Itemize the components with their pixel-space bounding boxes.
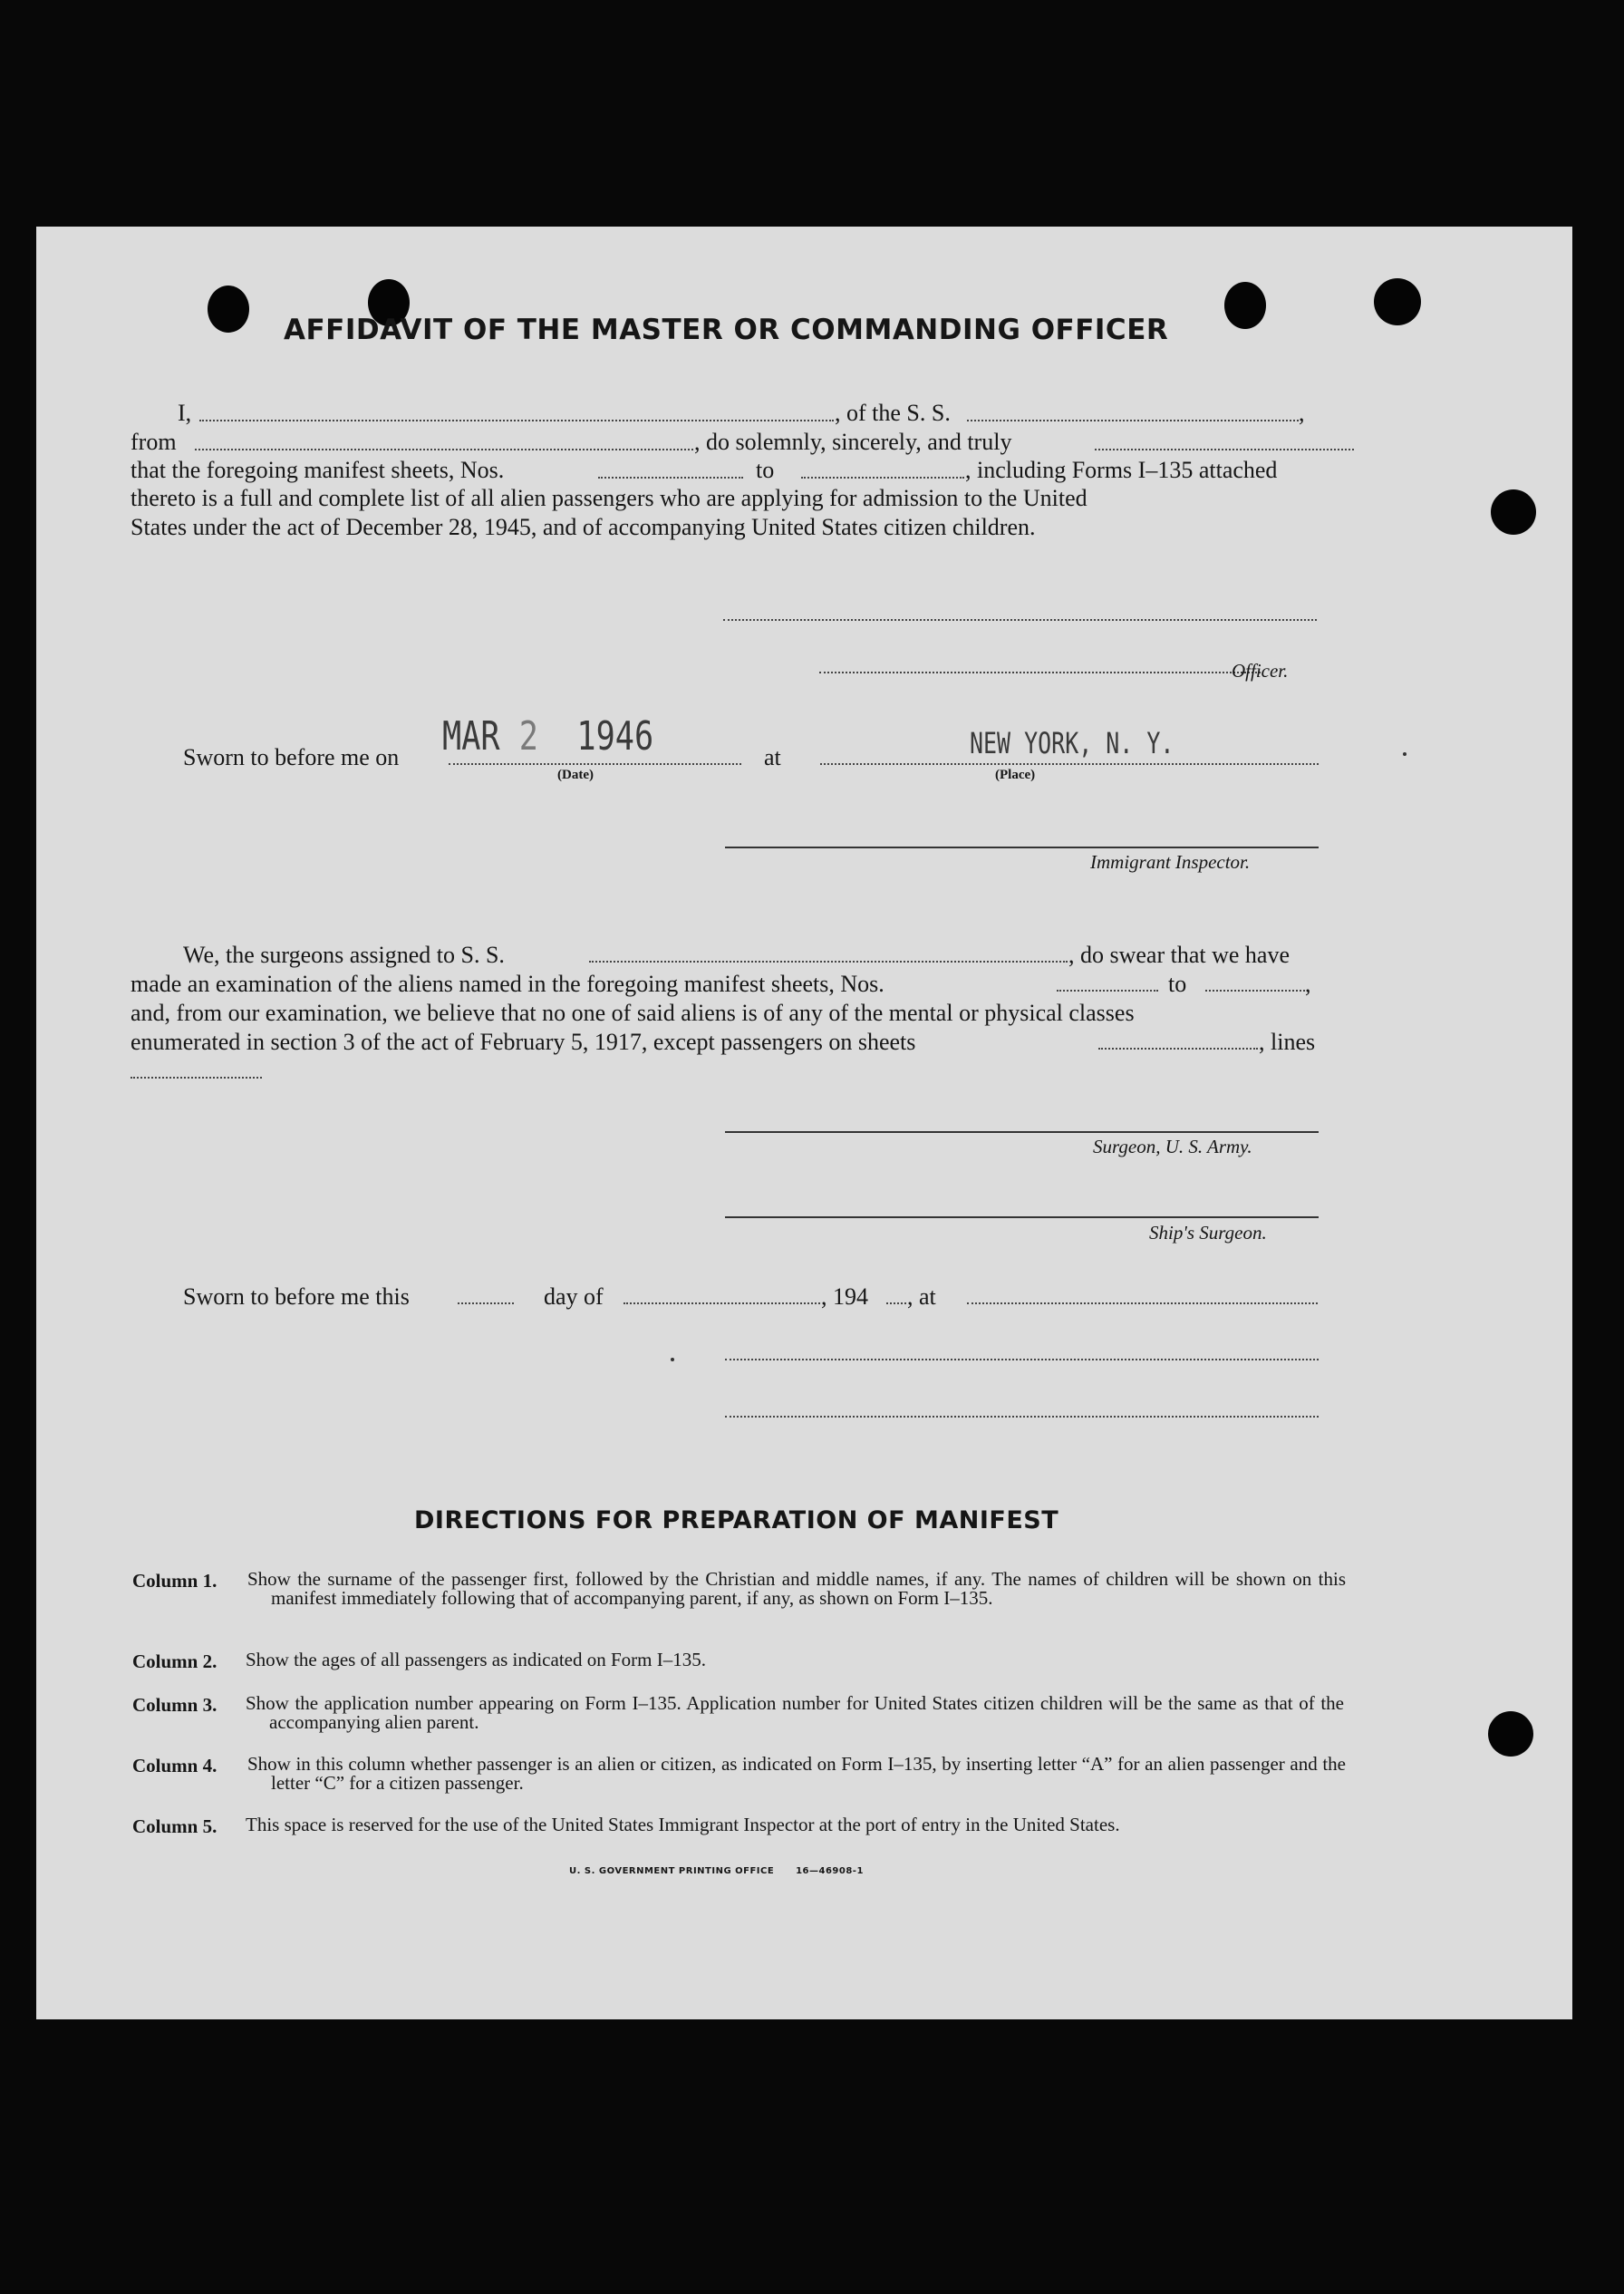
column-2-text: Show the ages of all passengers as indicated on Form I–135. xyxy=(246,1649,706,1670)
surgeons-we: We, the surgeons assigned to S. S. xyxy=(183,942,505,968)
date-blank xyxy=(449,763,741,765)
surgeon-ship-blank xyxy=(589,961,1068,963)
ship-blank xyxy=(967,420,1299,421)
date-stamp-day: 2 xyxy=(518,713,538,760)
speck xyxy=(1403,752,1406,756)
date-stamp xyxy=(442,713,653,760)
sworn2-day-of: day of xyxy=(544,1283,604,1310)
sheet-to-blank xyxy=(801,477,964,479)
column-2-label: Column 2. xyxy=(132,1650,218,1672)
month-blank xyxy=(624,1302,820,1304)
from-blank xyxy=(195,449,693,450)
day-blank xyxy=(458,1302,514,1304)
affidavit-comma: , xyxy=(1299,400,1305,426)
date-stamp-month: MAR xyxy=(442,713,500,760)
inspector-signature-line xyxy=(725,847,1319,848)
sheet-from-blank xyxy=(598,477,743,479)
column-4-label: Column 4. xyxy=(132,1755,218,1776)
swear-blank xyxy=(1095,449,1354,450)
date-stamp-year: 1946 xyxy=(576,713,654,760)
form-sheet xyxy=(36,227,1572,2019)
sworn-at: at xyxy=(764,744,781,770)
column-5-text: This space is reserved for the use of the United States Immigrant Inspector at the port of entry in the United States. xyxy=(246,1814,1120,1835)
surgeons-comma: , xyxy=(1305,971,1311,997)
affidavit-from: from xyxy=(130,429,177,455)
surgeon-sheet-to-blank xyxy=(1205,990,1305,992)
surgeons-line3: and, from our examination, we believe that no one of said aliens is of any of the mental or physical classes xyxy=(130,1000,1135,1026)
affidavit-line4: thereto is a full and complete list of all alien passengers who are applying for admission to the United xyxy=(130,485,1088,511)
officer-signature-line-2 xyxy=(819,672,1261,673)
column-1-text: Show the surname of the passenger first, followed by the Christian and middle names, if any. The names of children will be shown on this manifest immediately following that of accompanying parent, if any, as shown on Form I–135. xyxy=(247,1568,1346,1609)
sworn2-signature-line-1 xyxy=(725,1359,1319,1360)
sworn2-text: Sworn to before me this xyxy=(183,1283,410,1310)
surgeons-lines: , lines xyxy=(1259,1029,1316,1055)
date-caption: (Date) xyxy=(557,768,594,782)
column-1-label: Column 1. xyxy=(132,1570,218,1592)
punch-hole xyxy=(1224,282,1266,329)
officer-signature-line-1 xyxy=(723,619,1317,621)
affidavit-line5: States under the act of December 28, 1945, and of accompanying United States citizen children. xyxy=(130,514,1036,540)
column-3-text: Show the application number appearing on Form I–135. Application number for United States citizen children will be the same as that of the accompanying alien parent. xyxy=(246,1692,1344,1733)
surgeons-swear: , do swear that we have xyxy=(1068,942,1290,968)
affidavit-to: to xyxy=(756,457,775,483)
sworn2-year: , 194 xyxy=(821,1283,868,1310)
inspector-label: Immigrant Inspector. xyxy=(1090,851,1251,873)
place-stamp: NEW YORK, N. Y. xyxy=(970,726,1174,760)
ship-surgeon-label: Ship's Surgeon. xyxy=(1149,1222,1267,1244)
punch-hole xyxy=(208,286,249,333)
surgeon-sheet-from-blank xyxy=(1057,990,1158,992)
place-blank xyxy=(820,763,1319,765)
column-4-text: Show in this column whether passenger is an alien or citizen, as indicated on Form I–135, by inserting letter “A” for an alien passenger and the letter “C” for a citizen passenger. xyxy=(247,1753,1346,1794)
affidavit-solemnly: , do solemnly, sincerely, and truly xyxy=(694,429,1012,455)
punch-hole xyxy=(1491,489,1536,535)
form-number: 16—46908-1 xyxy=(796,1866,864,1876)
sworn2-place-blank xyxy=(967,1302,1318,1304)
except-sheets-blank xyxy=(1098,1048,1258,1050)
year-blank xyxy=(886,1302,906,1304)
punch-hole xyxy=(1374,278,1421,325)
speck xyxy=(671,1358,674,1361)
surgeons-made: made an examination of the aliens named in the foregoing manifest sheets, Nos. xyxy=(130,971,884,997)
affidavit-including: , including Forms I–135 attached xyxy=(965,457,1278,483)
affidavit-sheets: that the foregoing manifest sheets, Nos. xyxy=(130,457,505,483)
ship-surgeon-signature-line xyxy=(725,1216,1319,1218)
place-caption: (Place) xyxy=(995,768,1036,782)
lines-blank xyxy=(130,1077,262,1079)
punch-hole xyxy=(1488,1711,1533,1757)
surgeons-enumerated: enumerated in section 3 of the act of February 5, 1917, except passengers on sheets xyxy=(130,1029,916,1055)
sworn-text: Sworn to before me on xyxy=(183,744,400,770)
surgeons-to: to xyxy=(1168,971,1187,997)
affidavit-of-ss: , of the S. S. xyxy=(835,400,951,426)
directions-title: DIRECTIONS FOR PREPARATION OF MANIFEST xyxy=(414,1506,1059,1534)
sworn2-at: , at xyxy=(907,1283,936,1310)
name-blank xyxy=(199,420,834,421)
column-3-label: Column 3. xyxy=(132,1694,218,1716)
army-surgeon-signature-line xyxy=(725,1131,1319,1133)
affidavit-title: AFFIDAVIT OF THE MASTER OR COMMANDING OFFICER xyxy=(284,314,1169,346)
printing-office-footer xyxy=(569,1866,864,1876)
column-5-label: Column 5. xyxy=(132,1815,218,1837)
sworn2-signature-line-2 xyxy=(725,1416,1319,1418)
affidavit-i: I, xyxy=(178,400,192,426)
army-surgeon-label: Surgeon, U. S. Army. xyxy=(1093,1136,1252,1157)
officer-label: Officer. xyxy=(1232,660,1289,682)
printing-office: U. S. GOVERNMENT PRINTING OFFICE xyxy=(569,1866,775,1876)
